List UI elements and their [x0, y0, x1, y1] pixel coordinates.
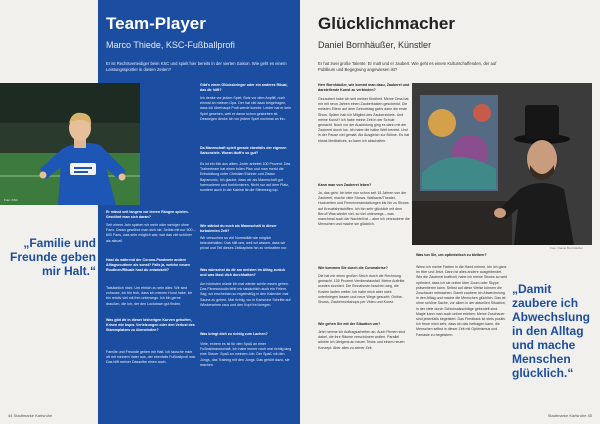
intro-text: Er hat zwei große Talente: Er malt und er zaubert. Wie geht es einem Kulturschaffenden, der auf Publikum und Begegnung angewiesen ist?: [318, 61, 497, 72]
intro-text: Er ist Rechtsverteidiger beim KSC und spielt hier bereits in der vierten Saison. Wie geht es einem Leistungssportler in diesen Zeiten?: [106, 61, 287, 72]
footballer-image: [0, 83, 140, 205]
answer: Es ist ein Mix aus allem. Jeder arbeitet 100 Prozent. Das Trainerteam hat einen tollen Plan und man merkt die Entwicklung unter Christian Eichner und Zlatan Bajramovic. Ich glaube, dass wir als Mannschaft gut harmonieren und funktionieren. Nicht nur auf dem Platz, sondern auch in der Kabine ist die Stimmung top.: [200, 162, 291, 193]
answer: Familie und Freunde geben mir Halt. Ich tausche mich oft mit meinem Vater aus, der ebenfalls Fußballprofi war. Das hilft meiner Dasselbe einen auch.: [106, 350, 196, 365]
artist-photo: [412, 83, 592, 245]
page-title: Team-Player: [106, 14, 206, 33]
answer: Seit einem Jahr spielen wir mehr oder weniger ohne Fans. Daran gewöhnt man sich nie. Selbst mit nur 500 – 600 Fans, was sehr möglich war, war das viel schöner als aktuell.: [106, 223, 196, 243]
page-footer: Stadtmarke Karlsruhe 45: [547, 413, 592, 418]
answer: Ich denke vor jedem Spiel, Butz vor dem Anpfiff, noch einmal an meinen Opa. Der hat viel dazu beigetragen, dass ich überhaupt Profi werde konnte. Leider hat er kein Spiel gesehen, weil er davor schon gestorben ist. Deswegen denke ich vor jedem Spiel nochmal an ihn.: [200, 96, 292, 121]
answer: Viele, extrem es ist für den Spaß an einer Fußballmannschaft. Ich habe immer noch mal richtig lang eine Steuer. Spaß an meinem Job. Der Spaß mit den Jungs, das Training mit den Jungs. Das gehört dazu, sie machen.: [200, 342, 292, 367]
question: Gibt's einen Glücksbringer oder ein anderes Ritual, das dir hilft?: [200, 83, 288, 93]
page-subtitle: Daniel Bornhäußer, Künstler: [318, 40, 432, 50]
question: Da Mannschaft spielt gerade ebenfalls der eigenen Saisonziele. Woran läuft's so gut?: [200, 146, 287, 156]
interview-block: [106, 210, 196, 220]
question: Er mässt seit langem vor leeren Rängen spielen. Gewöhnt man sich daran?: [106, 210, 189, 220]
page-subtitle: Marco Thiede, KSC-Fußballprofi: [106, 40, 235, 50]
answer: Wir versuchen so viel Normalität wie möglich beizubehalten. Das hilft uns, weil wir wissen, dass wir privat und Teil dieses Zeitkapitels hin zu verkraften nur.: [200, 236, 288, 251]
answer: Ja, das geht. Ich lebe nun schon seit 18 Jahren von der Zauberei, mache viele Shows, Walkacts/Theater, Hochzeiten und Firmenveranstaltungen bis hin zu Shows auf Kreuzfahrtschiffen. Ich bin sehr glücklich mit dem Beruf! Was wieder viel, so viel unterwegs – was manchmal auch der Nachteil ist – aber ich verzaubere die Menschen und mache sie glücklich.: [318, 191, 410, 227]
question: Wie gehen Sie mit der Situation um?: [318, 322, 381, 326]
question: Was tun Sie, um optimistisch zu bleiben?: [416, 253, 487, 257]
question: Wie kommen Sie durch die Coronakrise?: [318, 266, 388, 270]
question: Was wünschst du dir am meisten im Alltag zurück und was lässt dich durchhalten?: [200, 268, 286, 278]
question: Herr Bornhäußer, wie kommt man dazu, Zauberei und darstellende Kunst zu verbinden?: [318, 83, 410, 93]
photo-credit: Foto: KSC: [4, 198, 18, 202]
answer: Gezaubert habe ich seit meiner Kindheit. Meine Oma hat mir mit neun Jahren einen Zauberkasten geschenkt. Die meisten Eltern auf dem Geburtstag gab's dann die erste Show. Später hab ich Mitglied des Zauberzirkels. Und meine Kunst? Ich habe meine Zeit in der Schule gemacht. Noch vor der Ausbildung ging es dann mit der Zauberei durch los. Ich habe die halbe Welt bereist. Und in der Pause viel gemalt. Als Ausgleich zur Bühne. Es hat etwas Meditatives, so kann ich abschalten.: [318, 97, 410, 143]
question: Wie stärkst du euch als Mannschaft in dieser turbulenten Zeit?: [200, 224, 277, 234]
right-page: [300, 0, 600, 424]
photo-credit: Foto: Daniel Bornhäußer: [550, 246, 583, 250]
question: Was bringt dich zu richtig zum Lachen?: [200, 332, 268, 336]
artist-image: [412, 83, 592, 245]
answer: Jetzt nehme ich Auftragsarbeiten an. Auch Firmen sind dabei, die ihre Räume verschönern wollen. Parallel arbeite ich übrigens an neuen Tricks und einem neuen Konzept. Aber alles zu seiner Zeit.: [318, 330, 406, 350]
answer: Am höchsten würde ich mal wieder schön essen gehen. Das Fitnessstudio fehlt mir tatsächlich auch ein Feiern. Sag, wir erscheinen so regelmäßig in den Kalender mal Sauna zu gehen. Mal richtig, wo in Karlsruhe Schritte auf Wiedersehen raus und den Kopf frei kriegen.: [200, 282, 291, 307]
question: Hast du während der Corona-Pandemie andere Alltagsroutinen als sonst? Falls ja, welche neuen Routinen/Rituale hast du entwickelt?: [106, 258, 190, 273]
player-photo: [0, 83, 140, 205]
question: Kann man von Zauberei leben?: [318, 183, 372, 187]
page-footer: 44 Stadtmarke Karlsruhe: [8, 413, 53, 418]
page-title: Glücklichmacher: [318, 14, 456, 33]
pull-quote: „Familie und Freunde geben mir Halt.“: [9, 236, 96, 278]
pull-quote: „Damit zaubere ich Abwechslung in den Alltag und mache Menschen glücklich.“: [512, 282, 591, 380]
question: Was gibt dir in dieser bisherigen Kurven geholfen, Krisen wie bspw. Verletzungen oder den Verlust des Stammplatzes zu überwinden?: [106, 318, 195, 333]
answer: Die hat mir einen großen Strich durch die Rechnung gemacht. 100 Prozent Verdienstausfall. Meine Auftritte wurden storniert. Die Einnahmen brachen weg, die Kosten laufen weiter. Ich habe mich aber nicht unterkriegen lassen und neue Wege gesucht: Online-Shows, Zauberworkshops per Video und Kunst.: [318, 274, 405, 305]
answer: Tatsächlich nicht. Um ehrlich zu sein alles. Wir sind zuhause, ich bin froh, dass ich meinen Hund habe, ich bin relativ viel mit ihm unterwegs. Ich bin gerne draußen, die Ich, der den Lockdown gut finden.: [106, 286, 193, 306]
answer: Wenn ich meine Farben in die Hand nehme, bin ich ganz im Hier und Jetzt. Dann ist alles andere ausgeblendet. Wie die Zauberei kraftvoll, habe ich meine Shows so weit optimiert, dass ich sie online über Zoom oder Skype präsentieren kann. Selbst auf diese Weise können die Zuschauer mitmachen. Damit zaubere ich Abwechslung in den Alltag und mache die Menschen glücklich. Das ist ohne schöne Sache, vor allem in der aktuellen Situation, in der viele durch Schicksalsschläge gebeutelt sind. Magie kann man auch online erleben. Meine Zuschauer sind jedenfalls begeistert. Das Feedback ist stets positiv. Ich freue mich sehr, dass ich das beitragen kann, die Menschen selbst in dieser Zeit mit Optimismus und Fantasie zu begeistern.: [416, 265, 507, 337]
